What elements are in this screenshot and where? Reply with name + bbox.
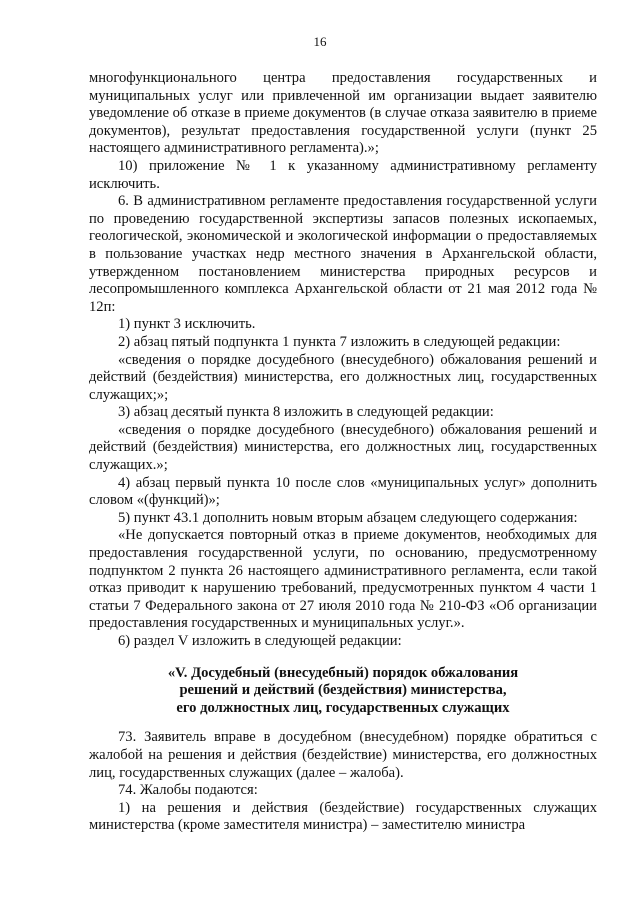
section-heading <box>89 665 597 718</box>
paragraph: «Не допускается повторный отказ в приеме документов, необходимых для предоставления государственной услуги, по основанию, предусмотренному подпунктом 2 пункта 26 настоящего административного регламента, если такой отказ приводит к нарушению требований, предусмотренных пунктом 4 части 1 статьи 7 Федерального закона от 27 июля 2010 года № 210-ФЗ «Об организации предоставления государственных и муниципальных услуг.». <box>89 527 597 632</box>
paragraph: 1) пункт 3 исключить. <box>118 316 256 333</box>
section-heading-line: «V. Досудебный (внесудебный) порядок обжалования <box>167 664 519 681</box>
paragraph: 3) абзац десятый пункта 8 изложить в следующей редакции: <box>118 404 494 421</box>
paragraph: 6. В административном регламенте предоставления государственной услуги по проведению государственной экспертизы запасов полезных ископаемых, геологической, экономической и экологической информации о предоставляемых в пользование участках недр местного значения в Архангельской области, утвержденном постановлением министерства природных ресурсов и лесопромышленного комплекса Архангельской области от 21 мая 2012 года № 12п: <box>89 193 597 315</box>
paragraph: «сведения о порядке досудебного (внесудебного) обжалования решений и действий (бездействия) министерства, его должностных лиц, государственных служащих.»; <box>89 421 597 474</box>
paragraph: 74. Жалобы подаются: <box>118 782 258 799</box>
section-heading-line: решений и действий (бездействия) министерства, <box>179 682 507 699</box>
paragraph: 1) на решения и действия (бездействие) государственных служащих министерства (кроме заместителя министра) – заместителю министра <box>89 799 597 834</box>
paragraph: 2) абзац пятый подпункта 1 пункта 7 изложить в следующей редакции: <box>118 333 561 350</box>
paragraph: «сведения о порядке досудебного (внесудебного) обжалования решений и действий (бездействия) министерства, его должностных лиц, государственных служащих;»; <box>89 351 597 403</box>
section-heading-line: его должностных лиц, государственных служащих <box>176 699 510 716</box>
paragraph: многофункционального центра предоставления государственных и муниципальных услуг или привлеченной им организации выдает заявителю уведомление об отказе в приеме документов (в случае отказа заявителю в приеме документов), результат предоставления государственной услуги (пункт 25 настоящего административного регламента).»; <box>89 70 597 157</box>
paragraph: 4) абзац первый пункта 10 после слов «муниципальных услуг» дополнить словом «(функций)»; <box>89 474 597 509</box>
paragraph: 10) приложение № 1 к указанному административному регламенту исключить. <box>89 157 597 192</box>
page-number: 16 <box>313 34 327 49</box>
paragraph: 5) пункт 43.1 дополнить новым вторым абзацем следующего содержания: <box>118 509 578 526</box>
paragraph: 6) раздел V изложить в следующей редакции: <box>118 633 402 649</box>
document-body <box>89 70 597 835</box>
paragraph: 73. Заявитель вправе в досудебном (внесудебном) порядке обратиться с жалобой на решения и действия (бездействие) министерства, его должностных лиц, государственных служащих (далее – жалоба). <box>89 729 597 781</box>
